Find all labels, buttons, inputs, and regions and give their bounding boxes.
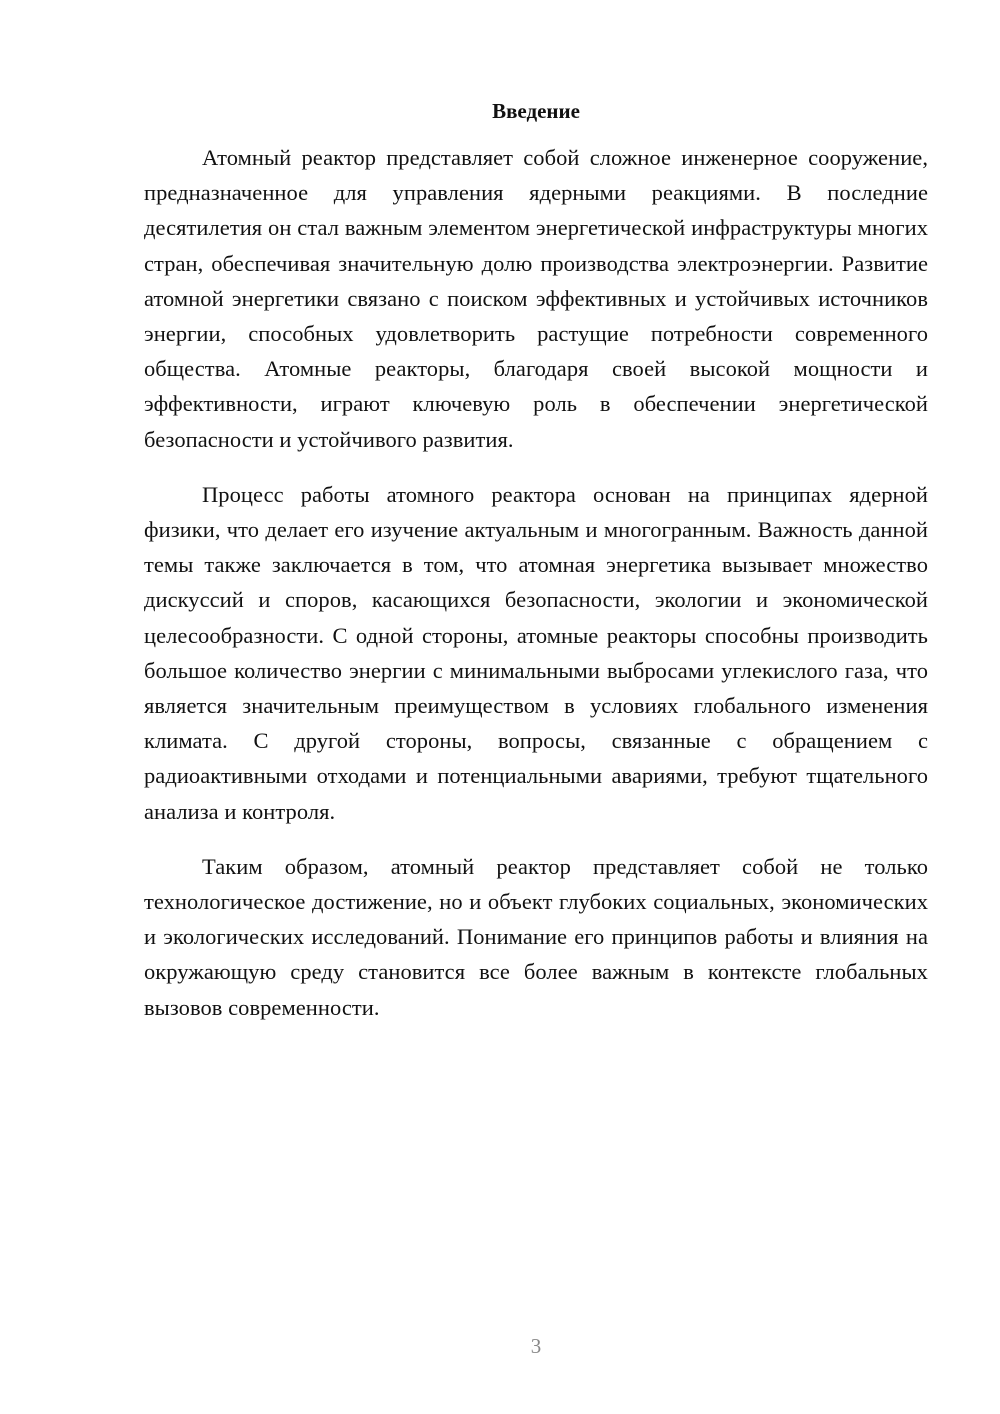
page-number: 3 — [530, 1334, 542, 1358]
paragraph-3: Таким образом, атомный реактор представляет собой не только технологическое достижение, но и объект глубоких социальных, экономических и экологических исследований. Понимание его принципов работы и влияния на окружающую среду становится все более важным в контексте глобальных вызовов современности. — [144, 853, 928, 1020]
paragraph-1: Атомный реактор представляет собой сложное инженерное сооружение, предназначенное для управления ядерными реакциями. В последние десятилетия он стал важным элементом энергетической инфраструктуры многих стран, обеспечивая значительную долю производства электроэнергии. Развитие атомной энергетики связано с поиском эффективных и устойчивых источников энергии, способных удовлетворить растущие потребности современного общества. Атомные реакторы, благодаря своей высокой мощности и эффективности, играют ключевую роль в обеспечении энергетической безопасности и устойчивого развития. — [144, 145, 928, 452]
paragraph-2: Процесс работы атомного реактора основан на принципах ядерной физики, что делает его изучение актуальным и многогранным. Важность данной темы также заключается в том, что атомная энергетика вызывает множество дискуссий и споров, касающихся безопасности, экологии и экономической целесообразности. С одной стороны, атомные реакторы способны производить большое количество энергии с минимальными выбросами углекислого газа, что является значительным преимуществом в условиях глобального изменения климата. С другой стороны, вопросы, связанные с обращением с радиоактивными отходами и потенциальными авариями, требуют тщательного анализа и контроля. — [144, 481, 928, 824]
section-title: Введение — [492, 99, 580, 123]
document-body — [144, 96, 928, 1045]
